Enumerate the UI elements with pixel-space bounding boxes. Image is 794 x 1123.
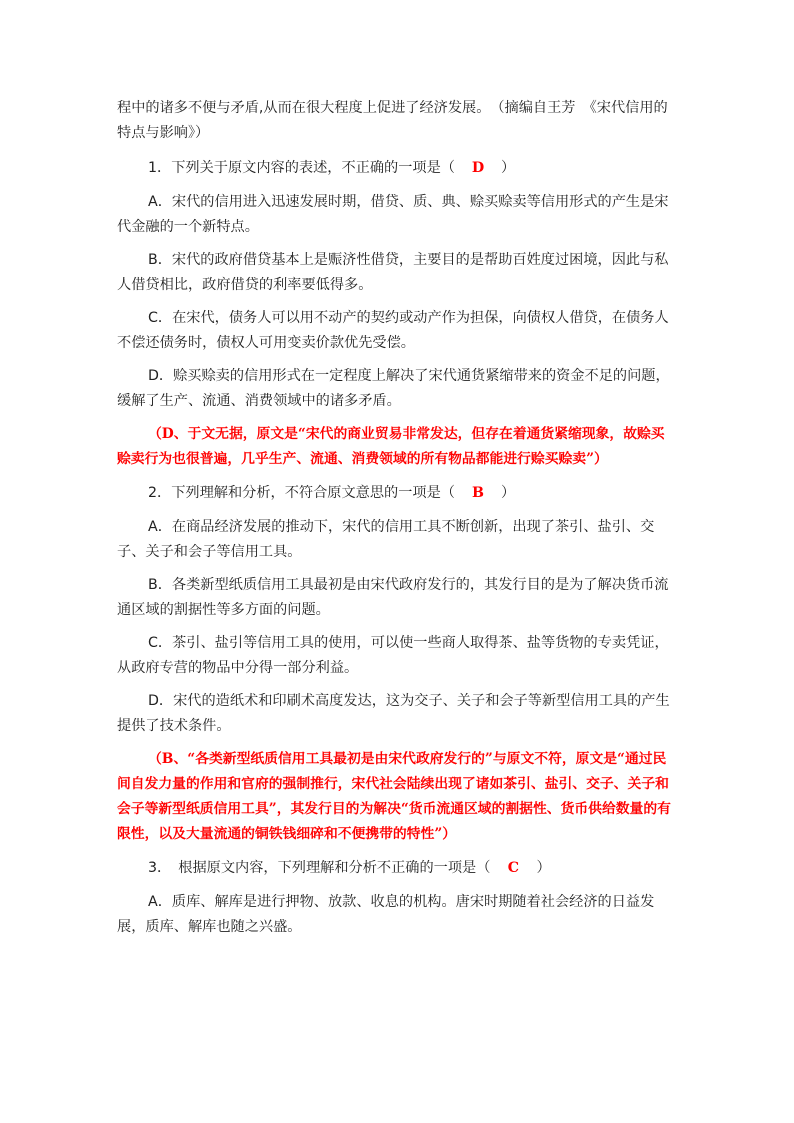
question-1-option-d: D．赊买赊卖的信用形式在一定程度上解决了宋代通货紧缩带来的资金不足的问题，缓解了生产、流通、消费领域中的诸多矛盾。 bbox=[117, 368, 670, 409]
question-1-stem-end: ） bbox=[500, 160, 516, 176]
question-2 bbox=[117, 481, 677, 506]
question-2-option-c: C．茶引、盐引等信用工具的使用，可以使一些商人取得茶、盐等货物的专卖凭证，从政府专营的物品中分得一部分利益。 bbox=[117, 635, 669, 676]
question-3-stem: 3． 根据原文内容，下列理解和分析不正确的一项是（ bbox=[148, 860, 491, 876]
question-2-option-d: D．宋代的造纸术和印刷术高度发达，这为交子、关子和会子等新型信用工具的产生提供了技术条件。 bbox=[117, 693, 670, 734]
question-1 bbox=[117, 156, 677, 181]
document-page bbox=[117, 96, 677, 948]
question-2-option-a: A．在商品经济发展的推动下，宋代的信用工具不断创新，出现了茶引、盐引、交子、关子和会子等信用工具。 bbox=[117, 519, 655, 560]
question-1-option-c: C．在宋代，债务人可以用不动产的契约或动产作为担保，向债权人借贷，在债务人不偿还债务时，债权人可用变卖价款优先受偿。 bbox=[117, 310, 669, 351]
question-2-answer: B bbox=[471, 485, 484, 501]
intro-paragraph: 程中的诸多不便与矛盾,从而在很大程度上促进了经济发展。 （摘编自王芳 《宋代信用的特点与影响》） bbox=[117, 100, 668, 141]
question-2-explanation: （B、“各类新型纸质信用工具最初是由宋代政府发行的”与原文不符，原文是“通过民间自发力量的作用和官府的强制推行，宋代社会陆续出现了诸如茶引、盐引、交子、关子和会子等新型纸质信用工具”，其发行目的为解决“货币流通区域的割据性、货币供给数量的有限性，以及大量流通的铜铁钱细碎和不便携带的特性”） bbox=[117, 751, 671, 842]
question-3 bbox=[117, 856, 677, 881]
question-2-stem: 2．下列理解和分析，不符合原文意思的一项是（ bbox=[148, 485, 455, 501]
question-2-option-b: B．各类新型纸质信用工具最初是由宋代政府发行的，其发行目的是为了解决货币流通区域的割据性等多方面的问题。 bbox=[117, 577, 669, 618]
question-3-option-a: A．质库、解库是进行押物、放款、收息的机构。唐宋时期随着社会经济的日益发展，质库、解库也随之兴盛。 bbox=[117, 894, 655, 935]
question-3-answer: C bbox=[507, 860, 520, 876]
question-1-stem: 1．下列关于原文内容的表述，不正确的一项是（ bbox=[148, 160, 455, 176]
question-1-option-b: B．宋代的政府借贷基本上是赈济性借贷，主要目的是帮助百姓度过困境，因此与私人借贷相比，政府借贷的利率要低得多。 bbox=[117, 252, 669, 293]
question-1-option-a: A．宋代的信用进入迅速发展时期，借贷、质、典、赊买赊卖等信用形式的产生是宋代金融的一个新特点。 bbox=[117, 194, 669, 235]
question-1-explanation: （D、于文无据，原文是“宋代的商业贸易非常发达，但存在着通货紧缩现象，故赊买赊卖行为也很普遍，几乎生产、流通、消费领域的所有物品都能进行赊买赊卖”） bbox=[117, 426, 665, 467]
question-3-stem-end: ） bbox=[536, 860, 551, 876]
question-1-answer: D bbox=[471, 160, 485, 176]
question-2-stem-end: ） bbox=[500, 485, 516, 501]
